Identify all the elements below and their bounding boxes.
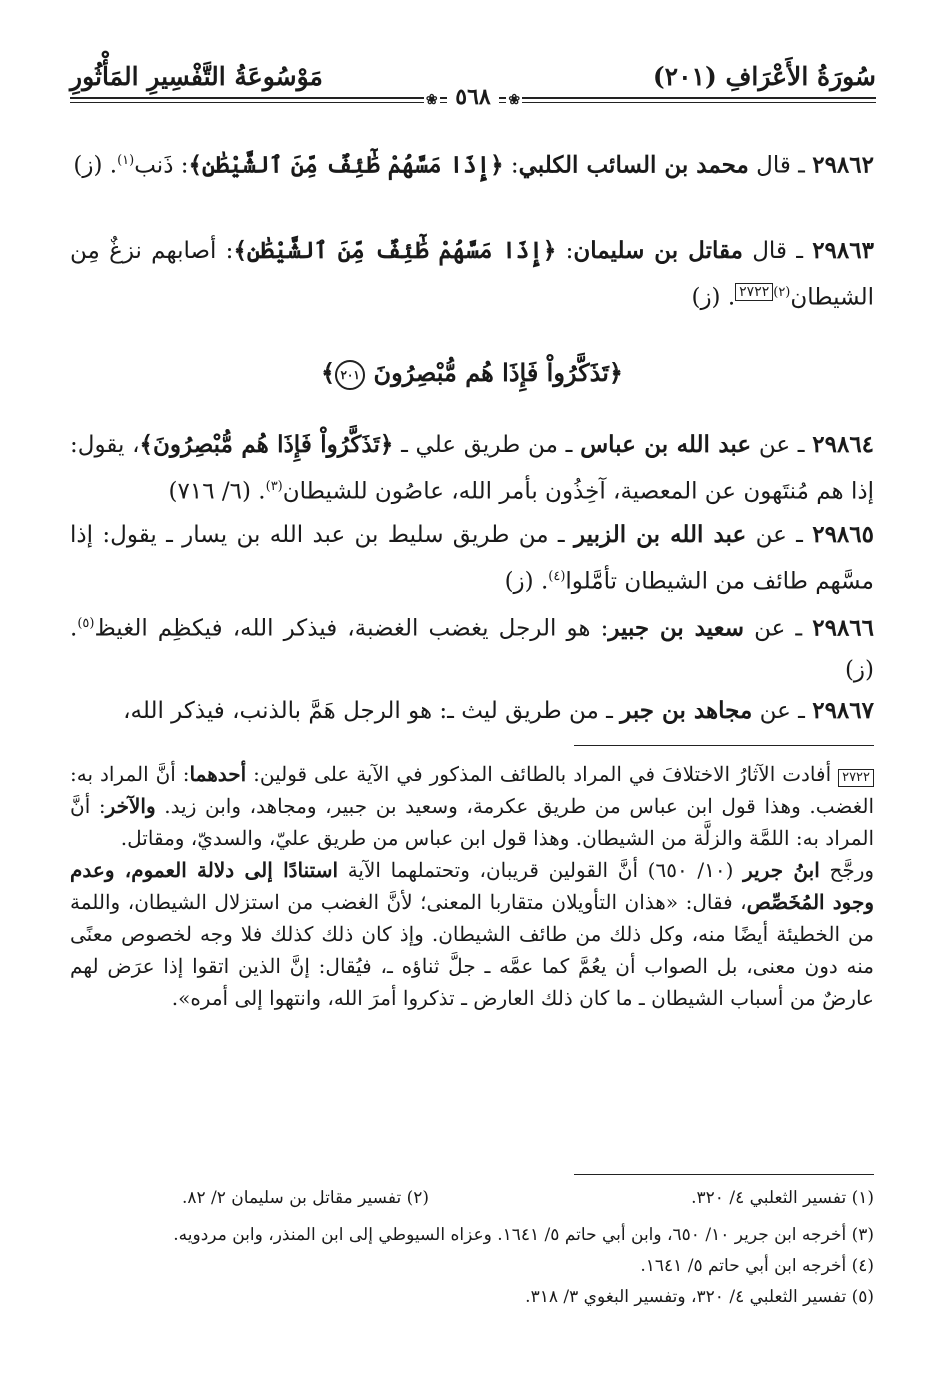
footnote-ref[interactable]: (١) (117, 153, 135, 168)
flower-ornament-icon: ❀ (425, 92, 438, 108)
entry-29867: ٢٩٨٦٧ ـ عن مجاهد بن جبر ـ من طريق ليث ـ: هو الرجل هَمَّ بالذنب، فيذكر الله، (123, 697, 874, 724)
narrator-name: مقاتل بن سليمان (573, 237, 743, 264)
footnote-4: (٤) أخرجه ابن أبي حاتم ٥/ ١٦٤١. (640, 1256, 874, 1276)
book-title: مَوْسُوعَةُ التَّفْسِيرِ المَأْثُورِ (70, 62, 323, 91)
narrator-name: عبد الله بن عباس (580, 431, 752, 458)
ayah-heading: ﴿تَذَكَّرُواْ فَإِذَا هُم مُّبْصِرُونَ ٢٠١﴾ (70, 358, 874, 390)
entry-29864: ٢٩٨٦٤ ـ عن عبد الله بن عباس ـ من طريق علي ـ ﴿تَذَكَّرُواْ فَإِذَا هُم مُّبْصِرُونَ﴾، يقول: إذا هم مُنتَهون عن المعصية، آخِذُون بأمر الله، عاصُون للشيطان$^{(٣)}$. (٦/ ٧١٦) (70, 431, 875, 505)
footnote-1: (١) تفسير الثعلبي ٤/ ٣٢٠. (691, 1188, 874, 1208)
footnote-separator (574, 1174, 874, 1175)
quran-quote: ﴿إِذَا مَسَّهُمْ طَٰٓئِفٌ مِّنَ ٱلشَّيْطَٰنِ﴾ (233, 237, 557, 264)
narrator-name: محمد بن السائب الكلبي (518, 151, 749, 179)
note-ref-box[interactable]: ٢٧٢٢ (735, 283, 773, 301)
ayah-number-medallion: ٢٠١ (335, 360, 365, 390)
footnote-2: (٢) تفسير مقاتل بن سليمان ٢/ ٨٢. (181, 1188, 429, 1208)
footnote-ref[interactable]: (٢) (773, 285, 791, 300)
note-separator (574, 745, 874, 746)
quran-quote: ﴿إِذَا مَسَّهُمْ طَٰٓئِفٌ مِّنَ ٱلشَّيْطَٰنِ﴾ (188, 151, 504, 179)
footnote-3: (٣) أخرجه ابن جرير ١٠/ ٦٥٠، وابن أبي حاتم ٥/ ١٦٤١. وعزاه السيوطي إلى ابن المنذر، وابن مردويه. (173, 1225, 874, 1245)
entry-29863: ٢٩٨٦٣ ـ قال مقاتل بن سليمان: ﴿إِذَا مَسَّهُمْ طَٰٓئِفٌ مِّنَ ٱلشَّيْطَٰنِ﴾: أصابهم نزغٌ مِن الشيطان$^{(٢)}$٢٧٢٢. (ز) (70, 237, 874, 311)
surah-title: سُورَةُ الأَعْرَافِ (٢٠١) (652, 62, 876, 91)
footnote-ref[interactable]: (٣) (265, 479, 283, 494)
footnote-5: (٥) تفسير الثعلبي ٤/ ٣٢٠، وتفسير البغوي ٣/ ٣١٨. (525, 1287, 874, 1307)
quran-quote: ﴿تَذَكَّرُواْ فَإِذَا هُم مُّبْصِرُونَ﴾ (139, 431, 394, 458)
narrator-name: سعيد بن جبير (608, 614, 744, 642)
narrator-name: عبد الله بن الزبير (573, 521, 747, 548)
page-header (70, 62, 876, 110)
footnote-row-1 (70, 1185, 874, 1211)
entry-29865: ٢٩٨٦٥ ـ عن عبد الله بن الزبير ـ من طريق سليط بن عبد الله بن يسار ـ يقول: إذا مسَّهم طائف من الشيطان تأمَّلوا$^{(٤)}$. (ز) (70, 521, 874, 595)
footnote-ref[interactable]: (٤) (548, 569, 566, 584)
narrator-name: مجاهد بن جبر (620, 697, 753, 724)
entry-29862: ٢٩٨٦٢ ـ قال محمد بن السائب الكلبي: ﴿إِذَا مَسَّهُمْ طَٰٓئِفٌ مِّنَ ٱلشَّيْطَٰنِ﴾: ذَنب$^{(١)}$. (ز) (73, 151, 874, 179)
commentary-note: ٢٧٢٢ أفادت الآثارُ الاختلافَ في المراد بالطائف المذكور في الآية على قولين: أحدهما: أنَّ المراد به: الغضب. وهذا قول ابن عباس من طريق عكرمة، وسعيد بن جبير، ومجاهد، وابن زيد. والآخر: أنَّ المراد به: اللمَّة والزلَّة من الشيطان. وهذا قول ابن عباس من طريق عليّ، والسديّ، ومقاتل. ورجَّح ابنُ جرير (١٠/ ٦٥٠) أنَّ القولين قريبان، وتحتملهما الآية استنادًا إلى دلالة العموم، وعدم وجود المُخَصِّص، فقال: «هذان التأويلان متقاربا المعنى؛ لأنَّ الغضب من استزلال الشيطان، واللمة من الخطيئة أيضًا منه، وكل ذلك من طائف الشيطان. وإذ كان ذلك كذلك فلا وجه لخصوص معنًى منه دون معنى، بل الصواب أن يعُمَّ كما عمَّه ـ جلَّ ثناؤه ـ، فيُقال: إنَّ الذين اتقوا إذا عرَض لهم عارضٌ من أسباب الشيطان ـ ما كان ذلك العارض ـ تذكروا أمرَ الله، وانتهوا إلى أمره». (70, 762, 875, 1010)
footnote-ref[interactable]: (٥) (77, 616, 95, 631)
page-number: ٥٦٨ (447, 84, 498, 110)
flower-ornament-icon: ❀ (508, 92, 521, 108)
note-number-box: ٢٧٢٢ (838, 769, 874, 787)
entry-29866: ٢٩٨٦٦ ـ عن سعيد بن جبير: هو الرجل يغضب الغضبة، فيذكر الله، فيكظِم الغيظ$^{(٥)}$. (ز) (70, 614, 875, 683)
